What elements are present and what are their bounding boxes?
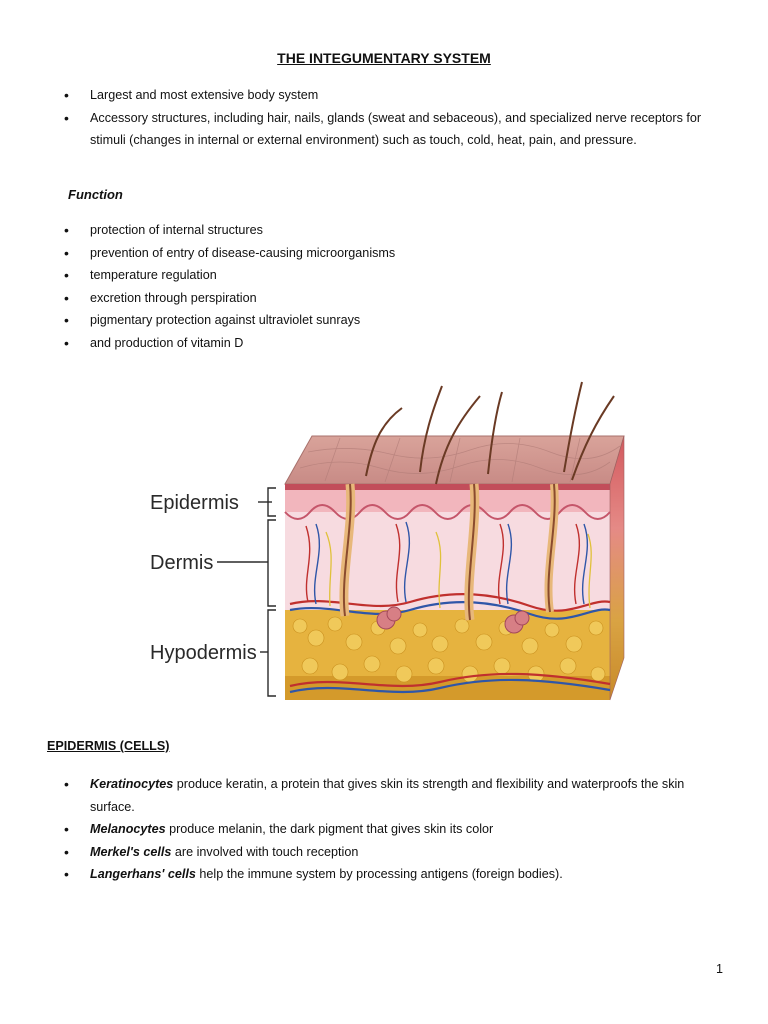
list-item: • Largest and most extensive body system bbox=[64, 84, 724, 107]
term: Langerhans' cells bbox=[90, 867, 196, 881]
term: Keratinocytes bbox=[90, 777, 174, 791]
list-item: • Merkel's cells are involved with touch reception bbox=[64, 841, 724, 864]
hypodermis-label: Hypodermis bbox=[150, 642, 257, 664]
list-item: • prevention of entry of disease-causing microorganisms bbox=[64, 242, 724, 265]
function-list bbox=[64, 219, 724, 354]
list-item: • protection of internal structures bbox=[64, 219, 724, 242]
list-item: • Melanocytes produce melanin, the dark pigment that gives skin its color bbox=[64, 818, 724, 841]
page-title: THE INTEGUMENTARY SYSTEM bbox=[277, 50, 491, 66]
list-item: • pigmentary protection against ultraviolet sunrays bbox=[64, 309, 724, 332]
epidermis-list bbox=[64, 773, 724, 886]
epidermis-heading: EPIDERMIS (CELLS) bbox=[47, 739, 170, 753]
list-item: • Keratinocytes produce keratin, a protein that gives skin its strength and flexibility and waterproofs the skin surface. bbox=[64, 773, 724, 818]
list-item: • excretion through perspiration bbox=[64, 287, 724, 310]
dermis-label: Dermis bbox=[150, 552, 214, 574]
term: Melanocytes bbox=[90, 822, 166, 836]
epidermis-label: Epidermis bbox=[150, 492, 239, 514]
list-item: • and production of vitamin D bbox=[64, 332, 724, 355]
list-item: • Accessory structures, including hair, nails, glands (sweat and sebaceous), and specialized nerve receptors for stimuli (changes in internal or external environment) such as touch, cold, heat, pain, and pressure. bbox=[64, 107, 724, 152]
page-number: 1 bbox=[715, 962, 723, 976]
list-item: • temperature regulation bbox=[64, 264, 724, 287]
function-heading: Function bbox=[68, 187, 123, 202]
skin-layers-figure bbox=[140, 376, 640, 706]
intro-list bbox=[64, 84, 724, 152]
list-item: • Langerhans' cells help the immune system by processing antigens (foreign bodies). bbox=[64, 863, 724, 886]
term: Merkel's cells bbox=[90, 844, 172, 859]
